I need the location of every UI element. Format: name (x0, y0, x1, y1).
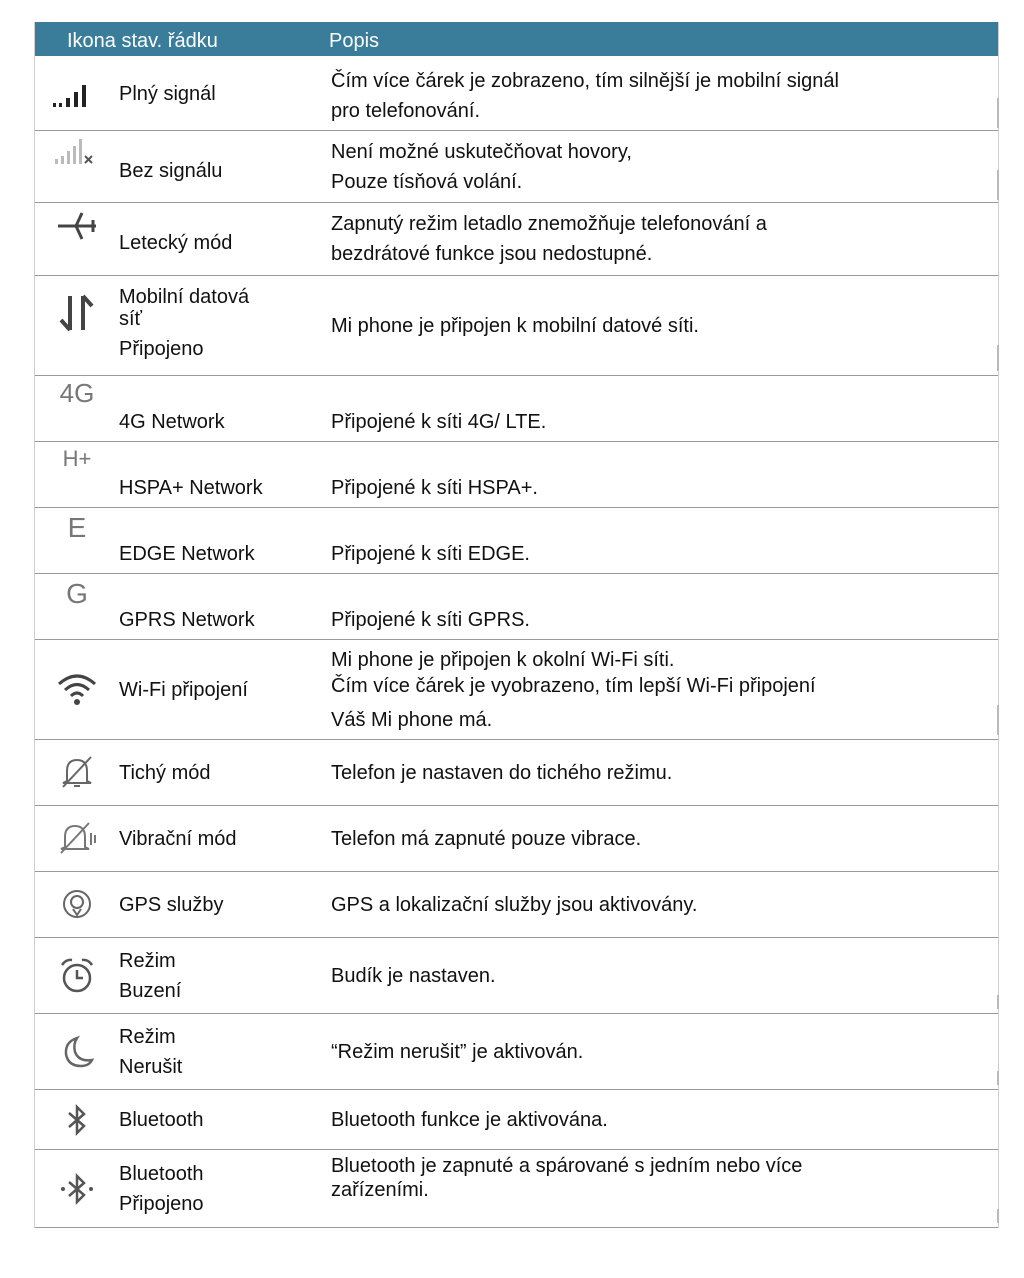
hspa-plus-icon: H+ (62, 446, 92, 471)
row-name: EDGE Network (119, 543, 255, 565)
header-description-column: Popis (329, 30, 380, 52)
row-name: Letecký mód (119, 232, 233, 254)
row-name: Mobilní datová síť Připojeno (119, 286, 250, 360)
status-icon-table (34, 22, 999, 1228)
row-description: Není možné uskutečňovat hovory, Pouze tísňová volání. (331, 140, 632, 193)
table-row (35, 203, 998, 276)
row-description: Telefon má zapnuté pouze vibrace. (331, 827, 642, 850)
row-description: Bluetooth je zapnuté a spárované s jedním nebo více zařízeními. (331, 1155, 803, 1201)
bluetooth-connected-icon (35, 1150, 119, 1227)
row-description: Zapnutý režim letadlo znemožňuje telefonování a bezdrátové funkce jsou nedostupné. (331, 213, 767, 265)
row-description: Mi phone je připojen k mobilní datové síti. (331, 314, 699, 337)
row-name: Vibrační mód (119, 827, 237, 850)
row-name: 4G Network (119, 411, 225, 433)
table-row (35, 376, 998, 442)
silent-bell-icon (35, 740, 119, 805)
table-row (35, 131, 998, 203)
row-description: Budík je nastaven. (331, 964, 496, 987)
table-row (35, 872, 998, 938)
table-row (35, 1090, 998, 1150)
row-description: Připojené k síti GPRS. (331, 609, 530, 631)
header-icon-column: Ikona stav. řádku (67, 30, 218, 52)
airplane-icon (35, 203, 119, 275)
table-row (35, 1150, 998, 1228)
row-name: Plný signál (119, 83, 216, 105)
alarm-clock-icon (35, 938, 119, 1013)
wifi-icon (35, 640, 119, 739)
vibrate-bell-icon (35, 806, 119, 871)
table-row (35, 740, 998, 806)
table-row (35, 574, 998, 640)
row-description: GPS a lokalizační služby jsou aktivovány. (331, 893, 698, 916)
row-name: Bez signálu (119, 159, 223, 182)
row-name: Bluetooth Připojeno (119, 1162, 204, 1215)
table-row (35, 640, 998, 740)
row-description: Bluetooth funkce je aktivována. (331, 1108, 608, 1131)
row-name: Tichý mód (119, 761, 211, 784)
bluetooth-icon (35, 1090, 119, 1149)
row-description: “Režim nerušit” je aktivován. (331, 1040, 584, 1063)
row-name: HSPA+ Network (119, 477, 263, 499)
row-description: Telefon je nastaven do tichého režimu. (331, 761, 673, 784)
table-row (35, 276, 998, 376)
table-row (35, 442, 998, 508)
gprs-icon: G (66, 578, 88, 609)
table-row (35, 806, 998, 872)
row-name: Bluetooth (119, 1108, 204, 1131)
no-signal-icon (35, 131, 119, 202)
row-name: GPS služby (119, 893, 224, 916)
row-name: Režim Buzení (119, 949, 182, 1002)
row-description: Připojené k síti 4G/ LTE. (331, 411, 547, 433)
row-description: Připojené k síti EDGE. (331, 543, 530, 565)
moon-icon (35, 1014, 119, 1089)
table-row (35, 58, 998, 131)
row-description: Čím více čárek je zobrazeno, tím silnější je mobilní signál pro telefonování. (331, 70, 839, 122)
row-name: GPRS Network (119, 609, 255, 631)
row-description: Připojené k síti HSPA+. (331, 477, 538, 499)
row-description: Mi phone je připojen k okolní Wi-Fi síti. Čím více čárek je vyobrazeno, tím lepší Wi-Fi připojení Váš Mi phone má. (331, 648, 816, 731)
row-name: Režim Nerušit (119, 1025, 183, 1078)
row-name: Wi-Fi připojení (119, 678, 248, 701)
table-row (35, 1014, 998, 1090)
signal-full-icon (35, 58, 119, 130)
table-row (35, 938, 998, 1014)
gps-icon (35, 872, 119, 937)
edge-icon: E (67, 512, 87, 543)
4g-icon: 4G (59, 378, 95, 408)
table-header (35, 22, 998, 58)
mobile-data-icon (35, 276, 119, 375)
table-row (35, 508, 998, 574)
